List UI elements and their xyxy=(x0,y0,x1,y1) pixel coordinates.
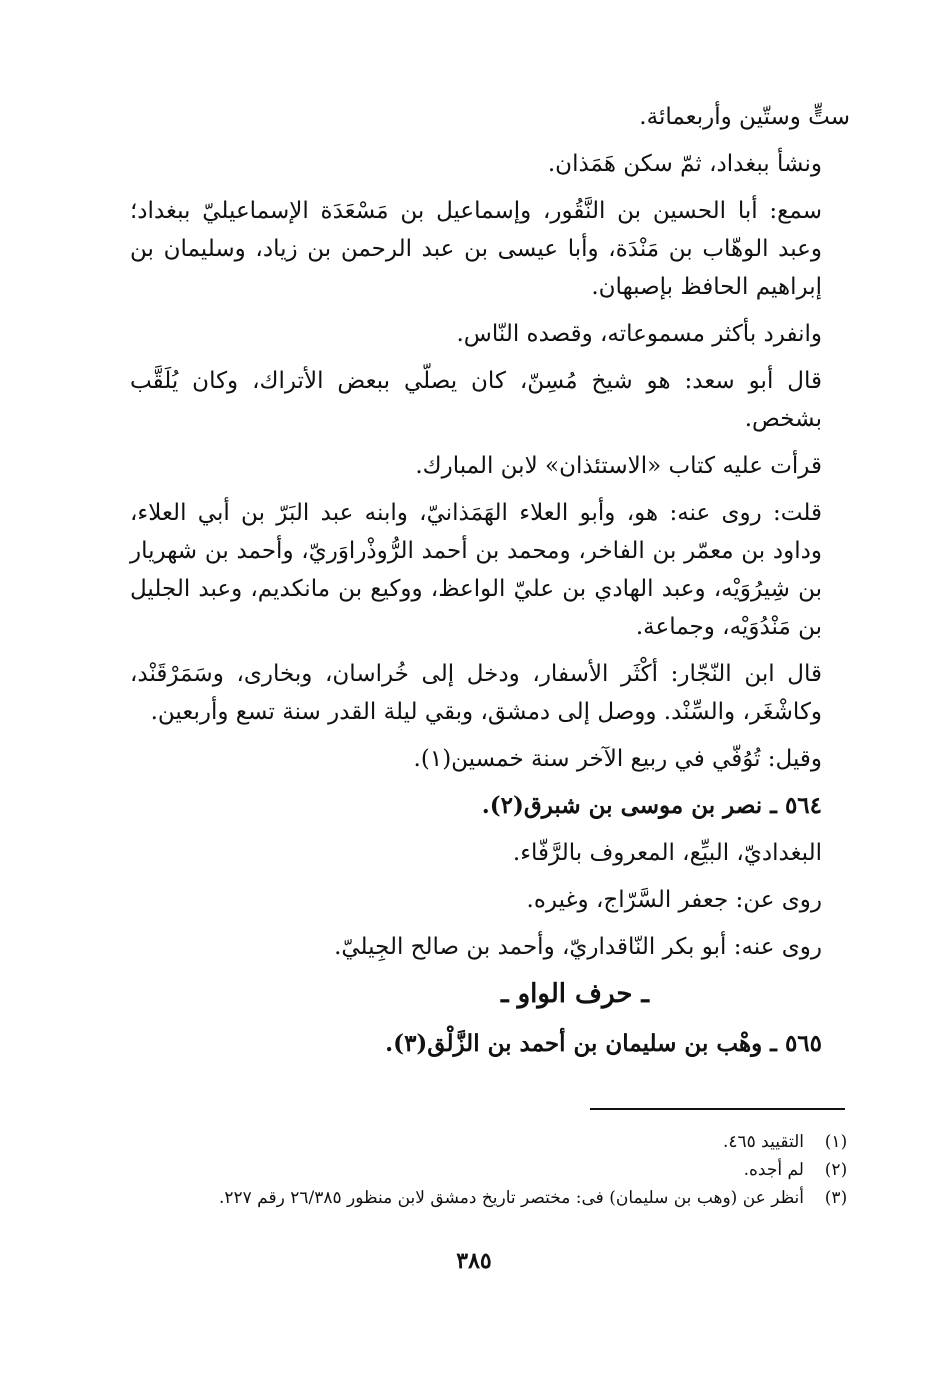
paragraph: قال أبو سعد: هو شيخ مُسِنّ، كان يصلّي ببعض الأتراك، وكان يُلَقَّب بشخص. xyxy=(130,368,822,432)
footnote-text: التقييد ٤٦٥. xyxy=(722,1132,804,1152)
footnote-number: (١) xyxy=(824,1132,848,1152)
entry-line: البغداديّ، البيِّع، المعروف بالرَّفّاء. xyxy=(512,840,822,866)
page-number: ٣٨٥ xyxy=(456,1248,492,1274)
paragraph: قرأت عليه كتاب «الاستئذان» لابن المبارك. xyxy=(415,453,822,479)
body-text xyxy=(130,98,850,1072)
paragraph: سمع: أبا الحسين بن النَّقُور، وإسماعيل بن مَسْعَدَة الإسماعيليّ ببغداد؛ وعبد الوهّاب بن مَنْدَة، وأبا عيسى بن عبد الرحمن بن زياد، وسليمان بن إبراهيم الحافظ بإصبهان. xyxy=(130,198,822,300)
footnote-text: أنظر عن (وهب بن سليمان) فى: مختصر تاريخ دمشق لابن منظور ٢٦/٣٨٥ رقم ٢٢٧. xyxy=(218,1188,804,1208)
footnotes xyxy=(150,1128,850,1212)
footnote-number: (٣) xyxy=(824,1188,848,1208)
footnote xyxy=(150,1184,850,1212)
entry-line: روى عن: جعفر السَّرّاج، وغيره. xyxy=(526,887,822,913)
section-title: ـ حرف الواو ـ xyxy=(500,979,650,1009)
entry-line: روى عنه: أبو بكر النّاقداريّ، وأحمد بن صالح الجِيليّ. xyxy=(334,934,822,960)
entry-heading: ٥٦٤ ـ نصر بن موسى بن شبرق(٢). xyxy=(481,792,822,819)
paragraph: وقيل: تُوُفّي في ربيع الآخر سنة خمسين(١). xyxy=(413,746,822,772)
paragraph: قال ابن النّجّار: أكْثَر الأسفار، ودخل إلى خُراسان، وبخارى، وسَمَرْقَنْد، وكاشْغَر، والسِّنْد. ووصل إلى دمشق، وبقي ليلة القدر سنة تسع وأربعين. xyxy=(130,661,822,725)
paragraph: ونشأ ببغداد، ثمّ سكن هَمَذان. xyxy=(547,151,822,177)
paragraph: ستٍّ وستّين وأربعمائة. xyxy=(639,104,850,130)
paragraph: قلت: روى عنه: هو، وأبو العلاء الهَمَذانيّ، وابنه عبد البَرّ بن أبي العلاء، وداود بن معمّر بن الفاخر، ومحمد بن أحمد الرُّوذْراوَريّ، وأحمد بن شهريار بن شِيرُوَيْه، وعبد الهادي بن عليّ الواعظ، ووكيع بن مانكديم، وعبد الجليل بن مَنْدُوَيْه، وجماعة. xyxy=(130,500,822,640)
footnote-text: لم أجده. xyxy=(743,1160,804,1180)
footnote xyxy=(150,1156,850,1184)
paragraph: وانفرد بأكثر مسموعاته، وقصده النّاس. xyxy=(456,321,822,347)
entry-heading: ٥٦٥ ـ وهْب بن سليمان بن أحمد بن الزَّلْق(٣). xyxy=(385,1030,822,1057)
footnote-divider xyxy=(590,1108,845,1110)
footnote xyxy=(150,1128,850,1156)
footnote-number: (٢) xyxy=(824,1160,848,1180)
